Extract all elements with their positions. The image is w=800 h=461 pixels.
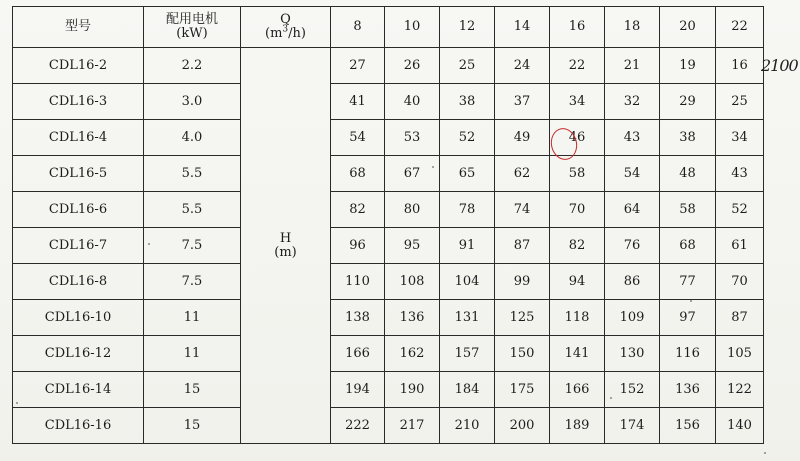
table-row	[13, 264, 764, 300]
motor-power-header	[144, 7, 241, 48]
head-value-cell: 68	[331, 156, 385, 192]
flow-rate-symbol: Q	[280, 12, 291, 27]
scan-speck	[690, 300, 692, 302]
header-row	[13, 7, 764, 48]
table-row	[13, 336, 764, 372]
head-value-cell: 48	[660, 156, 716, 192]
head-value-cell: 41	[331, 84, 385, 120]
head-value-cell: 54	[331, 120, 385, 156]
head-value-cell: 58	[660, 192, 716, 228]
motor-power-cell: 7.5	[144, 264, 241, 300]
scan-speck	[16, 402, 18, 404]
model-cell: CDL16-12	[13, 336, 144, 372]
head-value-cell: 70	[716, 264, 764, 300]
motor-power-cell: 11	[144, 300, 241, 336]
head-value-cell: 54	[605, 156, 660, 192]
head-value-cell: 122	[716, 372, 764, 408]
head-value-cell: 222	[331, 408, 385, 444]
motor-power-cell: 4.0	[144, 120, 241, 156]
head-value-cell: 136	[385, 300, 440, 336]
flow-value-header: 16	[550, 7, 605, 48]
model-cell: CDL16-2	[13, 48, 144, 84]
table-row	[13, 156, 764, 192]
head-value-cell: 109	[605, 300, 660, 336]
head-value-cell: 38	[660, 120, 716, 156]
head-value-cell: 166	[331, 336, 385, 372]
flow-rate-header	[241, 7, 331, 48]
head-value-cell: 78	[440, 192, 495, 228]
flow-value-header: 14	[495, 7, 550, 48]
head-value-cell: 96	[331, 228, 385, 264]
head-value-cell: 80	[385, 192, 440, 228]
head-value-cell: 138	[331, 300, 385, 336]
head-value-cell: 157	[440, 336, 495, 372]
head-value-cell: 29	[660, 84, 716, 120]
head-value-cell: 217	[385, 408, 440, 444]
head-value-cell: 190	[385, 372, 440, 408]
head-value-cell: 152	[605, 372, 660, 408]
head-value-cell: 140	[716, 408, 764, 444]
head-value-cell: 87	[716, 300, 764, 336]
scan-speck	[432, 166, 434, 168]
head-value-cell: 156	[660, 408, 716, 444]
table-row	[13, 84, 764, 120]
head-value-cell: 32	[605, 84, 660, 120]
head-unit: (m)	[274, 244, 297, 260]
scan-speck	[610, 397, 612, 399]
head-value-cell: 58	[550, 156, 605, 192]
scan-speck	[764, 452, 766, 454]
flow-value-header: 10	[385, 7, 440, 48]
motor-power-cell: 15	[144, 408, 241, 444]
motor-power-cell: 5.5	[144, 192, 241, 228]
flow-value-header: 22	[716, 7, 764, 48]
flow-value-header: 20	[660, 7, 716, 48]
head-value-cell: 53	[385, 120, 440, 156]
head-value-cell: 43	[716, 156, 764, 192]
table-row	[13, 228, 764, 264]
table-row	[13, 48, 764, 84]
head-value-cell: 125	[495, 300, 550, 336]
model-cell: CDL16-16	[13, 408, 144, 444]
head-value-cell: 82	[550, 228, 605, 264]
head-value-cell: 67	[385, 156, 440, 192]
head-value-cell: 87	[495, 228, 550, 264]
head-value-cell: 52	[440, 120, 495, 156]
head-value-cell: 19	[660, 48, 716, 84]
head-value-cell: 184	[440, 372, 495, 408]
model-cell: CDL16-6	[13, 192, 144, 228]
scan-speck	[148, 243, 150, 245]
head-value-cell: 130	[605, 336, 660, 372]
motor-power-cell: 11	[144, 336, 241, 372]
head-value-cell: 91	[440, 228, 495, 264]
table-row	[13, 192, 764, 228]
head-value-cell: 25	[716, 84, 764, 120]
head-value-cell: 26	[385, 48, 440, 84]
motor-power-cell: 7.5	[144, 228, 241, 264]
table-row	[13, 120, 764, 156]
model-cell: CDL16-8	[13, 264, 144, 300]
head-value-cell: 25	[440, 48, 495, 84]
model-cell: CDL16-14	[13, 372, 144, 408]
head-value-cell: 37	[495, 84, 550, 120]
motor-power-cell: 5.5	[144, 156, 241, 192]
head-value-cell: 46	[550, 120, 605, 156]
head-value-cell: 104	[440, 264, 495, 300]
motor-power-label: 配用电机	[165, 12, 218, 27]
motor-power-unit: (kW)	[176, 26, 208, 41]
head-value-cell: 16	[716, 48, 764, 84]
flow-value-header: 18	[605, 7, 660, 48]
head-value-cell: 64	[605, 192, 660, 228]
head-symbol: H	[279, 230, 292, 246]
head-value-cell: 116	[660, 336, 716, 372]
head-value-cell: 97	[660, 300, 716, 336]
table-row	[13, 372, 764, 408]
table-row	[13, 300, 764, 336]
head-value-cell: 189	[550, 408, 605, 444]
head-value-cell: 194	[331, 372, 385, 408]
model-cell: CDL16-3	[13, 84, 144, 120]
head-value-cell: 174	[605, 408, 660, 444]
motor-power-cell: 3.0	[144, 84, 241, 120]
table-row	[13, 408, 764, 444]
head-value-cell: 74	[495, 192, 550, 228]
model-cell: CDL16-5	[13, 156, 144, 192]
head-value-cell: 70	[550, 192, 605, 228]
head-value-cell: 49	[495, 120, 550, 156]
pump-performance-table	[12, 6, 764, 444]
model-cell: CDL16-7	[13, 228, 144, 264]
head-value-cell: 38	[440, 84, 495, 120]
head-value-cell: 175	[495, 372, 550, 408]
flow-value-header: 12	[440, 7, 495, 48]
head-value-cell: 118	[550, 300, 605, 336]
head-value-cell: 94	[550, 264, 605, 300]
head-value-cell: 43	[605, 120, 660, 156]
head-value-cell: 166	[550, 372, 605, 408]
head-value-cell: 52	[716, 192, 764, 228]
head-value-cell: 150	[495, 336, 550, 372]
head-value-cell: 86	[605, 264, 660, 300]
head-value-cell: 24	[495, 48, 550, 84]
handwritten-margin-note: 2100	[761, 56, 798, 75]
head-value-cell: 99	[495, 264, 550, 300]
head-value-cell: 108	[385, 264, 440, 300]
head-value-cell: 40	[385, 84, 440, 120]
head-value-cell: 131	[440, 300, 495, 336]
head-value-cell: 21	[605, 48, 660, 84]
head-value-cell: 22	[550, 48, 605, 84]
head-value-cell: 27	[331, 48, 385, 84]
head-value-cell: 200	[495, 408, 550, 444]
motor-power-cell: 2.2	[144, 48, 241, 84]
flow-rate-unit: $(m^3/h)$	[265, 24, 306, 41]
model-cell: CDL16-4	[13, 120, 144, 156]
head-value-cell: 61	[716, 228, 764, 264]
head-value-cell: 110	[331, 264, 385, 300]
head-label-cell	[241, 48, 331, 444]
head-value-cell: 95	[385, 228, 440, 264]
head-value-cell: 34	[550, 84, 605, 120]
head-value-cell: 68	[660, 228, 716, 264]
head-value-cell: 210	[440, 408, 495, 444]
head-value-cell: 65	[440, 156, 495, 192]
head-value-cell: 136	[660, 372, 716, 408]
head-value-cell: 82	[331, 192, 385, 228]
table-body	[13, 48, 764, 444]
head-value-cell: 77	[660, 264, 716, 300]
head-value-cell: 162	[385, 336, 440, 372]
head-value-cell: 62	[495, 156, 550, 192]
model-cell: CDL16-10	[13, 300, 144, 336]
model-header	[13, 7, 144, 48]
head-value-cell: 105	[716, 336, 764, 372]
model-header-label: 型号	[64, 19, 91, 34]
motor-power-cell: 15	[144, 372, 241, 408]
head-value-cell: 76	[605, 228, 660, 264]
head-value-cell: 141	[550, 336, 605, 372]
head-value-cell: 34	[716, 120, 764, 156]
flow-value-header: 8	[331, 7, 385, 48]
